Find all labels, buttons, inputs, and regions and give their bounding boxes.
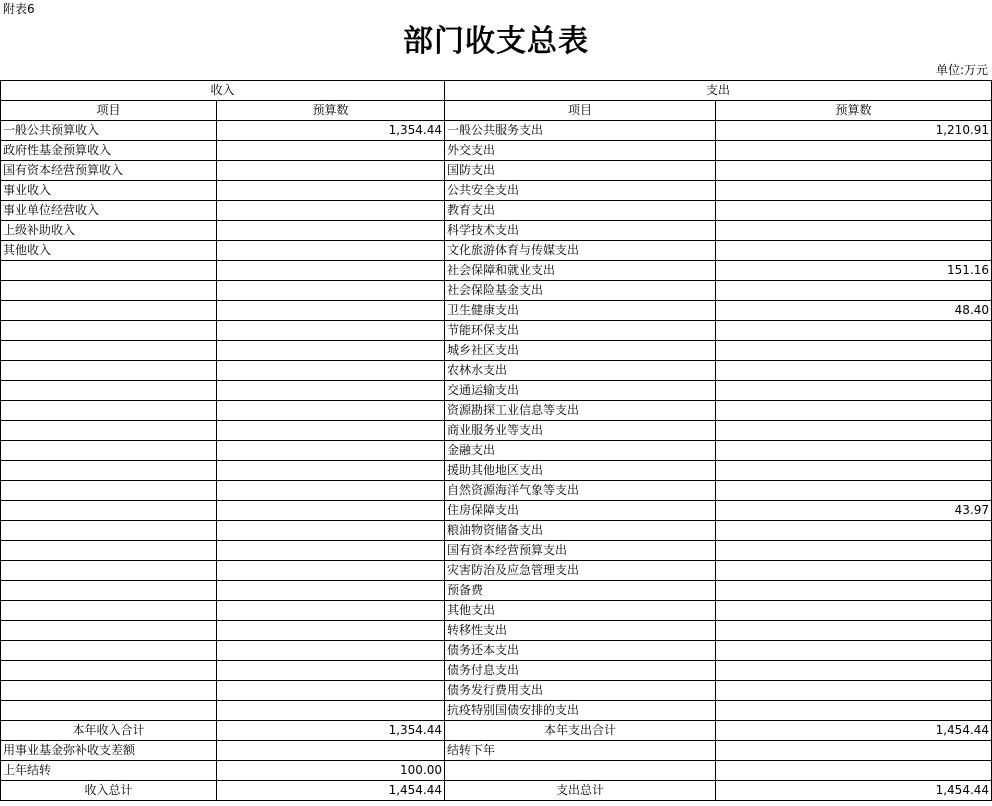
income-item-cell (1, 541, 217, 561)
income-item-cell (1, 601, 217, 621)
income-item-cell: 事业收入 (1, 181, 217, 201)
column-header-row (1, 101, 992, 121)
expense-section-header: 支出 (445, 81, 992, 101)
income-value-cell (217, 661, 445, 681)
expense-item-cell: 商业服务业等支出 (445, 421, 716, 441)
expense-value-cell (716, 541, 992, 561)
expense-item-cell: 援助其他地区支出 (445, 461, 716, 481)
income-item-cell (1, 341, 217, 361)
table-row (1, 421, 992, 441)
income-item-cell (1, 481, 217, 501)
expense-item-cell: 社会保障和就业支出 (445, 261, 716, 281)
expense-value-cell (716, 621, 992, 641)
expense-value-cell (716, 341, 992, 361)
income-item-cell (1, 401, 217, 421)
table-row (1, 261, 992, 281)
income-value-cell (217, 501, 445, 521)
summary-income-label: 本年收入合计 (1, 721, 217, 741)
income-value-cell (217, 541, 445, 561)
income-item-cell (1, 461, 217, 481)
attachment-label: 附表6 (3, 2, 35, 16)
summary-row (1, 741, 992, 761)
expense-item-cell: 社会保险基金支出 (445, 281, 716, 301)
expense-value-cell (716, 481, 992, 501)
expense-item-cell: 抗疫特别国债安排的支出 (445, 701, 716, 721)
income-value-cell (217, 361, 445, 381)
expense-item-cell: 科学技术支出 (445, 221, 716, 241)
income-value-cell (217, 401, 445, 421)
expense-value-cell (716, 421, 992, 441)
expense-item-cell: 节能环保支出 (445, 321, 716, 341)
expense-value-cell (716, 521, 992, 541)
income-item-cell (1, 561, 217, 581)
table-row (1, 641, 992, 661)
summary-expense-value (716, 761, 992, 781)
income-value-cell (217, 421, 445, 441)
expense-value-cell (716, 221, 992, 241)
table-row (1, 381, 992, 401)
expense-value-cell (716, 581, 992, 601)
budget-table (0, 80, 992, 801)
table-row (1, 581, 992, 601)
table-row (1, 601, 992, 621)
table-row (1, 161, 992, 181)
expense-item-cell: 资源勘探工业信息等支出 (445, 401, 716, 421)
expense-item-cell: 住房保障支出 (445, 501, 716, 521)
income-item-cell (1, 381, 217, 401)
expense-value-cell: 1,210.91 (716, 121, 992, 141)
income-value-cell (217, 201, 445, 221)
summary-row (1, 781, 992, 801)
expense-item-cell: 卫生健康支出 (445, 301, 716, 321)
income-item-cell: 其他收入 (1, 241, 217, 261)
income-value-cell: 1,354.44 (217, 121, 445, 141)
summary-income-value (217, 741, 445, 761)
income-item-cell (1, 421, 217, 441)
income-item-cell (1, 621, 217, 641)
expense-item-header: 项目 (445, 101, 716, 121)
income-value-cell (217, 301, 445, 321)
expense-value-cell (716, 601, 992, 621)
expense-item-cell: 转移性支出 (445, 621, 716, 641)
income-item-cell: 国有资本经营预算收入 (1, 161, 217, 181)
summary-expense-value: 1,454.44 (716, 781, 992, 801)
income-item-cell (1, 661, 217, 681)
income-item-cell (1, 521, 217, 541)
expense-value-cell (716, 141, 992, 161)
expense-value-cell (716, 201, 992, 221)
expense-item-cell: 金融支出 (445, 441, 716, 461)
expense-value-cell: 48.40 (716, 301, 992, 321)
expense-item-cell: 城乡社区支出 (445, 341, 716, 361)
income-value-cell (217, 701, 445, 721)
income-item-cell: 一般公共预算收入 (1, 121, 217, 141)
table-row (1, 681, 992, 701)
summary-row (1, 761, 992, 781)
expense-item-cell: 一般公共服务支出 (445, 121, 716, 141)
income-item-cell (1, 321, 217, 341)
income-item-cell (1, 701, 217, 721)
expense-item-cell: 债务还本支出 (445, 641, 716, 661)
expense-value-cell (716, 681, 992, 701)
income-item-cell (1, 301, 217, 321)
unit-label: 单位:万元 (935, 63, 988, 77)
expense-item-cell: 债务付息支出 (445, 661, 716, 681)
income-value-cell (217, 681, 445, 701)
income-item-cell: 政府性基金预算收入 (1, 141, 217, 161)
expense-item-cell: 文化旅游体育与传媒支出 (445, 241, 716, 261)
income-item-cell (1, 281, 217, 301)
table-row (1, 621, 992, 641)
expense-value-cell (716, 701, 992, 721)
expense-value-cell (716, 281, 992, 301)
income-value-cell (217, 481, 445, 501)
expense-value-cell: 43.97 (716, 501, 992, 521)
income-value-cell (217, 381, 445, 401)
table-row (1, 341, 992, 361)
table-row (1, 121, 992, 141)
table-row (1, 441, 992, 461)
expense-value-cell (716, 661, 992, 681)
summary-income-label: 收入总计 (1, 781, 217, 801)
table-row (1, 241, 992, 261)
expense-value-cell (716, 641, 992, 661)
summary-income-value: 100.00 (217, 761, 445, 781)
expense-item-cell: 自然资源海洋气象等支出 (445, 481, 716, 501)
income-section-header: 收入 (1, 81, 445, 101)
income-value-cell (217, 581, 445, 601)
income-item-cell (1, 681, 217, 701)
income-value-cell (217, 341, 445, 361)
budget-table-body (1, 81, 992, 801)
income-value-cell (217, 441, 445, 461)
expense-value-cell (716, 161, 992, 181)
income-item-cell (1, 581, 217, 601)
expense-item-cell: 教育支出 (445, 201, 716, 221)
table-row (1, 521, 992, 541)
summary-expense-label: 结转下年 (445, 741, 716, 761)
summary-income-label: 上年结转 (1, 761, 217, 781)
table-row (1, 181, 992, 201)
expense-item-cell: 灾害防治及应急管理支出 (445, 561, 716, 581)
expense-item-cell: 国防支出 (445, 161, 716, 181)
page-title: 部门收支总表 (403, 24, 589, 59)
income-item-cell (1, 361, 217, 381)
expense-value-cell (716, 241, 992, 261)
income-item-cell: 事业单位经营收入 (1, 201, 217, 221)
table-row (1, 221, 992, 241)
table-row (1, 701, 992, 721)
expense-item-cell: 交通运输支出 (445, 381, 716, 401)
table-row (1, 301, 992, 321)
income-value-cell (217, 241, 445, 261)
income-value-cell (217, 181, 445, 201)
income-value-cell (217, 641, 445, 661)
income-value-cell (217, 601, 445, 621)
expense-item-cell: 预备费 (445, 581, 716, 601)
income-value-cell (217, 281, 445, 301)
expense-value-cell (716, 401, 992, 421)
summary-expense-label (445, 761, 716, 781)
table-row (1, 461, 992, 481)
table-row (1, 481, 992, 501)
summary-expense-value (716, 741, 992, 761)
expense-item-cell: 外交支出 (445, 141, 716, 161)
income-value-cell (217, 261, 445, 281)
table-row (1, 321, 992, 341)
summary-income-value: 1,354.44 (217, 721, 445, 741)
expense-value-cell (716, 561, 992, 581)
income-item-cell (1, 641, 217, 661)
summary-income-label: 用事业基金弥补收支差额 (1, 741, 217, 761)
expense-budget-header: 预算数 (716, 101, 992, 121)
expense-item-cell: 农林水支出 (445, 361, 716, 381)
expense-value-cell (716, 361, 992, 381)
expense-item-cell: 粮油物资储备支出 (445, 521, 716, 541)
expense-value-cell (716, 321, 992, 341)
income-value-cell (217, 461, 445, 481)
income-value-cell (217, 561, 445, 581)
expense-value-cell (716, 441, 992, 461)
expense-value-cell: 151.16 (716, 261, 992, 281)
table-row (1, 281, 992, 301)
income-value-cell (217, 321, 445, 341)
income-item-cell: 上级补助收入 (1, 221, 217, 241)
expense-item-cell: 国有资本经营预算支出 (445, 541, 716, 561)
income-budget-header: 预算数 (217, 101, 445, 121)
section-header-row (1, 81, 992, 101)
summary-expense-value: 1,454.44 (716, 721, 992, 741)
income-item-cell (1, 261, 217, 281)
table-row (1, 401, 992, 421)
expense-item-cell: 债务发行费用支出 (445, 681, 716, 701)
summary-expense-label: 本年支出合计 (445, 721, 716, 741)
table-row (1, 201, 992, 221)
income-value-cell (217, 161, 445, 181)
income-value-cell (217, 521, 445, 541)
income-item-cell (1, 441, 217, 461)
expense-value-cell (716, 181, 992, 201)
table-row (1, 501, 992, 521)
expense-value-cell (716, 461, 992, 481)
income-item-cell (1, 501, 217, 521)
summary-expense-label: 支出总计 (445, 781, 716, 801)
summary-row (1, 721, 992, 741)
table-row (1, 661, 992, 681)
table-row (1, 141, 992, 161)
income-item-header: 项目 (1, 101, 217, 121)
income-value-cell (217, 621, 445, 641)
table-row (1, 541, 992, 561)
table-row (1, 561, 992, 581)
expense-item-cell: 公共安全支出 (445, 181, 716, 201)
expense-value-cell (716, 381, 992, 401)
income-value-cell (217, 141, 445, 161)
income-value-cell (217, 221, 445, 241)
expense-item-cell: 其他支出 (445, 601, 716, 621)
summary-income-value: 1,454.44 (217, 781, 445, 801)
table-row (1, 361, 992, 381)
